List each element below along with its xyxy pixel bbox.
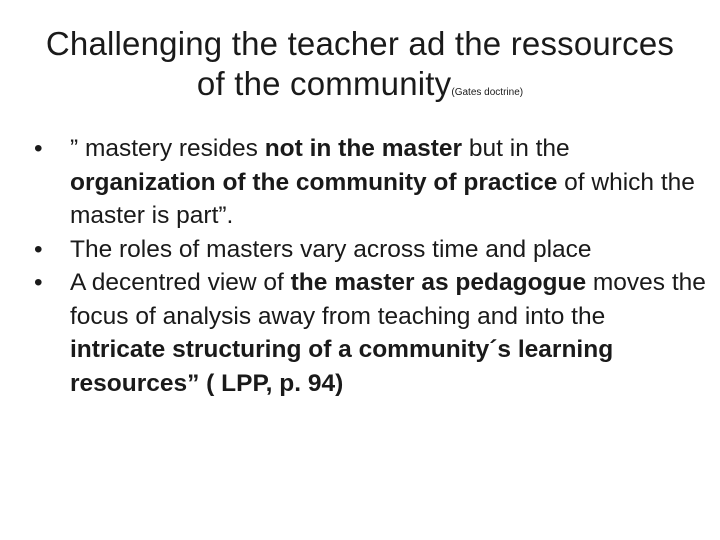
bullet-item: [0, 266, 720, 400]
bullet-list: [0, 132, 720, 400]
bullet-dot-icon: •: [34, 235, 43, 263]
bullet-text-bold: organization of the community of practice: [70, 168, 558, 196]
bullet-text: ” mastery resides: [70, 135, 265, 162]
bullet-dot-icon: •: [34, 135, 43, 162]
bullet-item: [0, 132, 720, 233]
slide-title-text: Challenging the teacher ad the ressources of the community: [45, 25, 675, 102]
slide-title: [40, 24, 680, 104]
bullet-text: but in the: [462, 135, 570, 162]
bullet-text: A decentred view of: [70, 269, 291, 296]
bullet-text: moves the focus of analysis away from teaching and into the: [70, 269, 706, 330]
bullet-text: of which the master is part”.: [70, 168, 695, 229]
bullet-text-bold: intricate structuring of a community´s learning resources” ( LPP, p. 94): [70, 336, 614, 397]
bullet-text-bold: the master as pedagogue: [290, 269, 587, 296]
bullet-text: The roles of masters vary across time and place: [70, 235, 592, 263]
bullet-dot-icon: •: [34, 269, 43, 296]
bullet-text-bold: not in the master: [264, 135, 463, 162]
slide-title-note: (Gates doctrine): [451, 87, 524, 98]
bullet-item: [0, 233, 720, 267]
